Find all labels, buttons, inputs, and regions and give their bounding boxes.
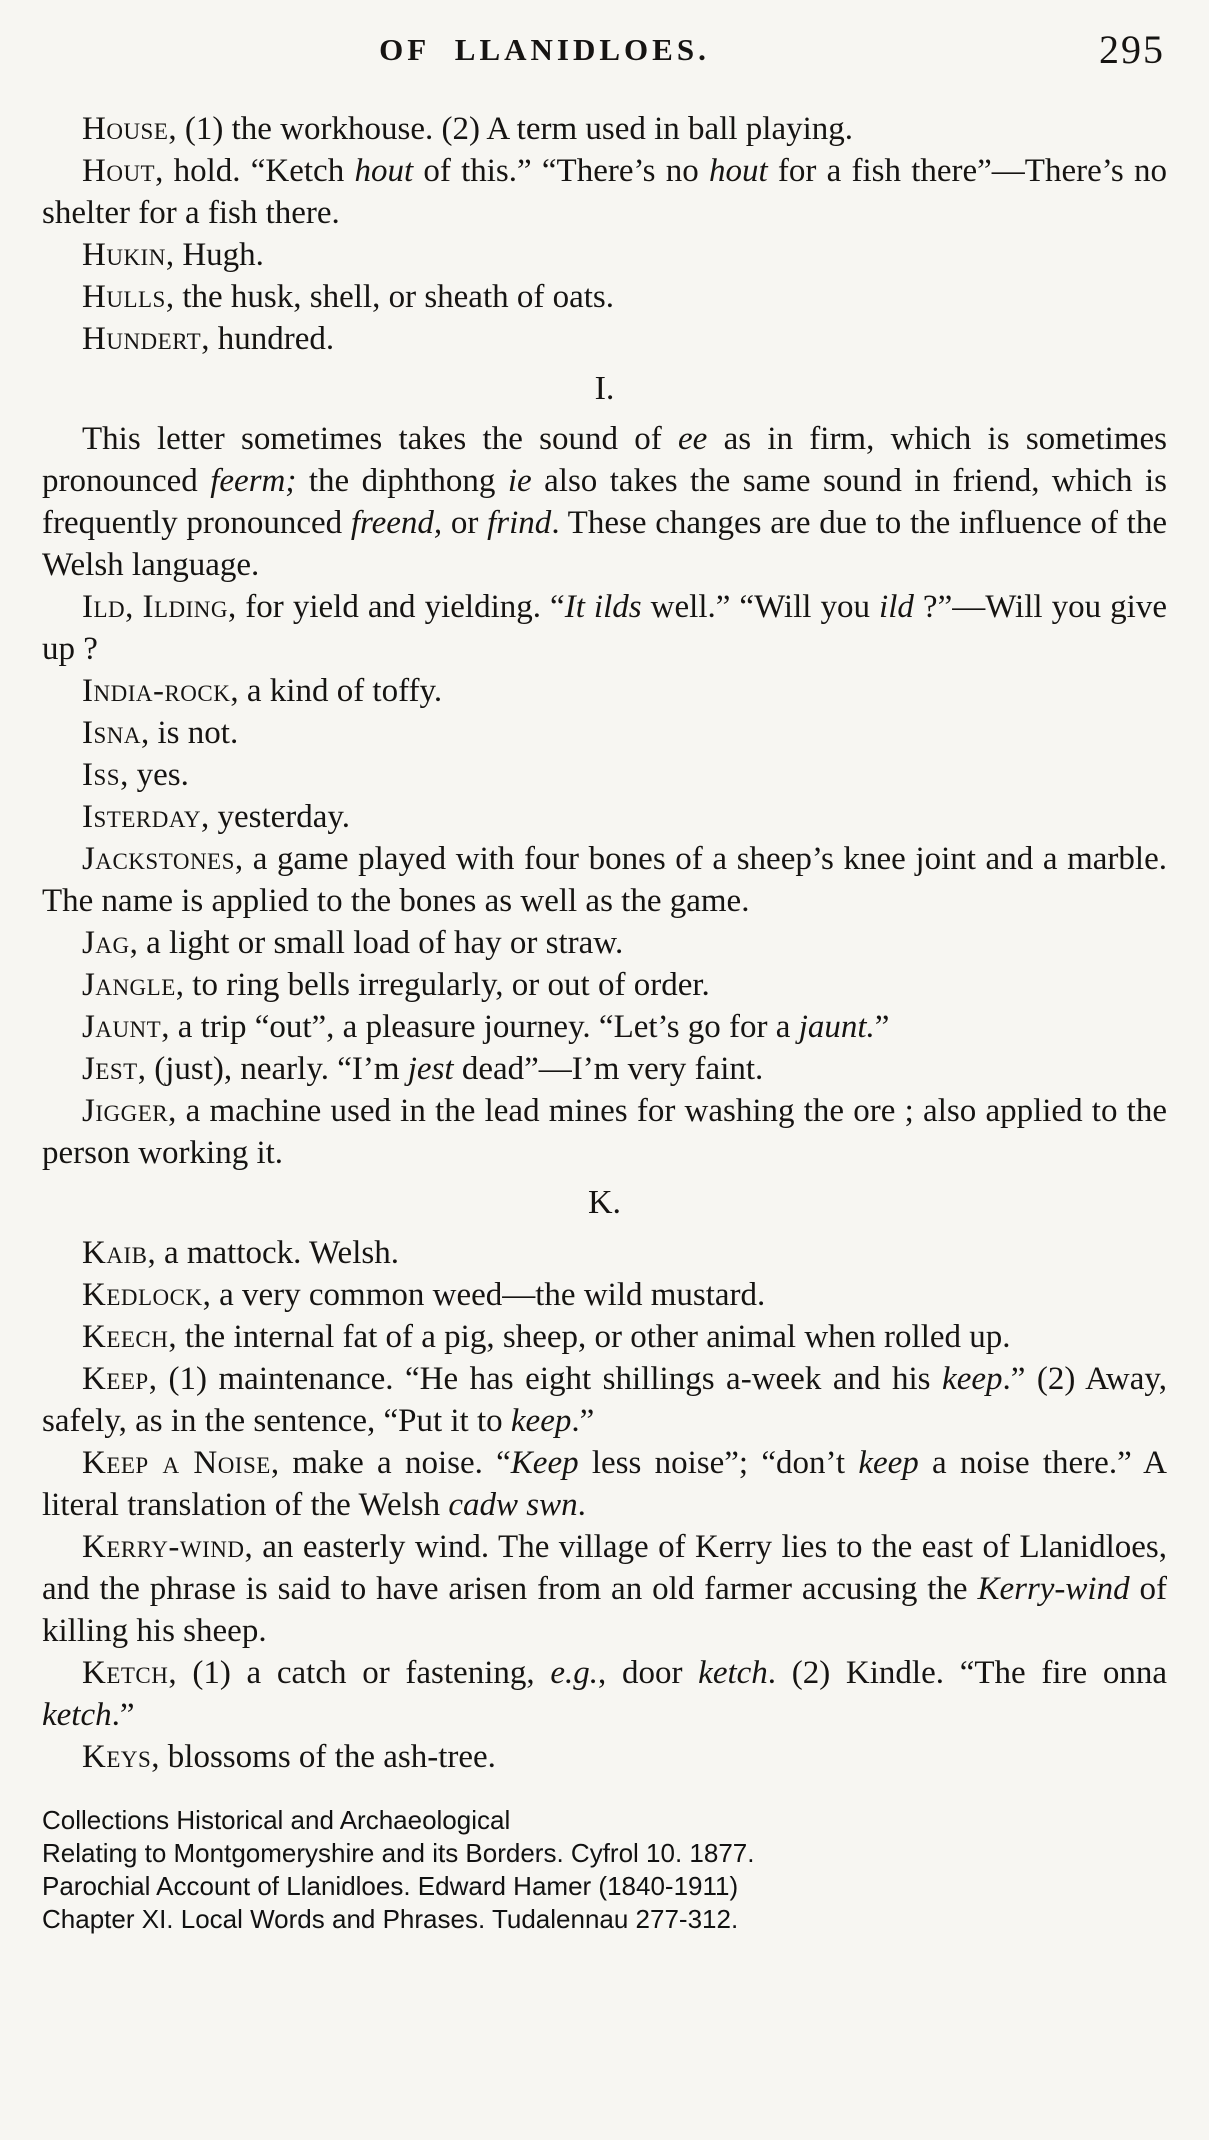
text: , a mattock. Welsh. <box>147 1235 399 1271</box>
text: as in firm, which is sometimes pronounced <box>42 421 1167 499</box>
headword: India-rock <box>82 673 231 709</box>
glossary-entry <box>42 1274 1167 1316</box>
glossary-entry <box>42 586 1167 670</box>
section-heading: I. <box>594 370 615 407</box>
text: of this.” “There’s no <box>413 153 709 189</box>
glossary-entry <box>42 1006 1167 1048</box>
glossary-entry <box>42 922 1167 964</box>
text: , <box>125 589 143 625</box>
headword: Isterday <box>82 799 201 835</box>
italic-text: hout <box>354 153 414 189</box>
glossary-entry <box>42 1526 1167 1652</box>
text: . <box>577 1487 586 1523</box>
text: , is not. <box>141 715 239 751</box>
italic-text: Keep <box>510 1445 579 1481</box>
text: also takes the same sound in friend, which is frequently pronounced <box>42 463 1168 541</box>
glossary-entry <box>42 1090 1167 1174</box>
headword: Jangle <box>82 967 176 1003</box>
text: , yes. <box>120 757 189 793</box>
text: , blossoms of the ash-tree. <box>151 1739 496 1775</box>
headword: Keys <box>82 1739 152 1775</box>
page-body <box>42 108 1167 1778</box>
italic-text: freend, <box>350 505 443 541</box>
glossary-entry <box>42 1048 1167 1090</box>
text: ” <box>874 1009 890 1045</box>
italic-text: e.g. <box>550 1655 598 1691</box>
citation-line: Chapter XI. Local Words and Phrases. Tudalennau 277-312. <box>42 1904 739 1934</box>
italic-text: keep <box>942 1361 1003 1397</box>
running-title: OF LLANIDLOES. <box>379 32 710 67</box>
headword: Isna <box>82 715 142 751</box>
text: .” <box>111 1697 135 1733</box>
headword: Kedlock <box>82 1277 203 1313</box>
text: ?”—Will you give up ? <box>42 589 1167 667</box>
headword: Ilding <box>142 589 228 625</box>
page-number: 295 <box>1099 27 1165 72</box>
italic-text: cadw swn <box>448 1487 578 1523</box>
headword: Jaunt <box>82 1009 162 1045</box>
text: . (2) Kindle. “The fire onna <box>767 1655 1168 1691</box>
text: , the internal fat of a pig, sheep, or other animal when rolled up. <box>168 1319 1011 1355</box>
text: This letter sometimes takes the sound of <box>82 421 678 457</box>
glossary-entry <box>42 1358 1167 1442</box>
italic-text: It ilds <box>564 589 642 625</box>
glossary-entry <box>42 1316 1167 1358</box>
text: , for yield and yielding. “ <box>228 589 565 625</box>
text: of killing his sheep. <box>42 1571 1167 1649</box>
glossary-entry <box>42 754 1167 796</box>
headword: Kerry-wind <box>82 1529 245 1565</box>
glossary-entry <box>42 670 1167 712</box>
glossary-entry <box>42 1736 1167 1778</box>
text: . These changes are due to the influence of the Welsh language. <box>42 505 1167 583</box>
text: the diphthong <box>296 463 508 499</box>
headword: Keech <box>82 1319 169 1355</box>
section-heading: K. <box>587 1184 622 1221</box>
text: , hold. “Ketch <box>155 153 355 189</box>
text: , a kind of toffy. <box>230 673 443 709</box>
headword: Hulls <box>82 279 166 315</box>
text: , a very common weed—the wild mustard. <box>202 1277 766 1313</box>
headword: Jag <box>82 925 130 961</box>
headword: Hukin <box>82 237 166 273</box>
text: dead”—I’m very faint. <box>453 1051 764 1087</box>
glossary-entry <box>42 318 1167 360</box>
page-header <box>42 26 1167 82</box>
text: , yesterday. <box>200 799 351 835</box>
text: , door <box>598 1655 699 1691</box>
headword: Jigger <box>82 1093 169 1129</box>
headword: Ketch <box>82 1655 169 1691</box>
italic-text: hout <box>708 153 768 189</box>
headword: Keep a Noise <box>82 1445 271 1481</box>
glossary-entry <box>42 1232 1167 1274</box>
text: , the husk, shell, or sheath of oats. <box>165 279 615 315</box>
text: , a game played with four bones of a sheep’s knee joint and a marble. The name is applied to the bones as well as the game. <box>42 841 1167 919</box>
italic-text: ketch <box>42 1697 112 1733</box>
text: less noise”; “don’t <box>578 1445 859 1481</box>
glossary-entry <box>42 234 1167 276</box>
text: .” <box>571 1403 595 1439</box>
italic-text: frind <box>487 505 552 541</box>
text: , (just), nearly. “I’m <box>137 1051 408 1087</box>
italic-text: keep <box>858 1445 919 1481</box>
text: , an easterly wind. The village of Kerry lies to the east of Llanidloes, and the phrase is said to have arisen from an old farmer accusing the <box>42 1529 1167 1607</box>
italic-text: keep <box>510 1403 572 1439</box>
headword: Kaib <box>82 1235 148 1271</box>
italic-text: ild <box>879 589 914 625</box>
text: , a machine used in the lead mines for washing the ore ; also applied to the person working it. <box>42 1093 1167 1171</box>
headword: Jest <box>82 1051 138 1087</box>
glossary-entry <box>42 150 1167 234</box>
glossary-entry <box>42 1652 1167 1736</box>
text: for a fish there”—There’s no shelter for a fish there. <box>42 153 1168 231</box>
text: , hundred. <box>201 321 335 357</box>
headword: Hundert <box>82 321 202 357</box>
citation-line: Collections Historical and Archaeological <box>42 1805 511 1835</box>
text: , (1) a catch or fastening, <box>168 1655 551 1691</box>
italic-text: jaunt. <box>798 1009 875 1045</box>
glossary-entry <box>42 1442 1167 1526</box>
glossary-entry <box>42 276 1167 318</box>
italic-text: ie <box>507 463 532 499</box>
text: , (1) maintenance. “He has eight shillings a-week and his <box>148 1361 943 1397</box>
headword: Hout <box>82 153 156 189</box>
text: , to ring bells irregularly, or out of order. <box>175 967 710 1003</box>
paragraph <box>42 418 1167 586</box>
italic-text: jest <box>407 1051 454 1087</box>
italic-text: ee <box>678 421 708 457</box>
headword: Jackstones <box>82 841 235 877</box>
headword: Keep <box>82 1361 149 1397</box>
glossary-entry <box>42 712 1167 754</box>
citation-line: Relating to Montgomeryshire and its Borders. Cyfrol 10. 1877. <box>42 1838 755 1868</box>
glossary-entry <box>42 838 1167 922</box>
text: , a trip “out”, a pleasure journey. “Let’s go for a <box>161 1009 799 1045</box>
citation-line: Parochial Account of Llanidloes. Edward Hamer (1840-1911) <box>42 1871 739 1901</box>
italic-text: feerm; <box>210 463 297 499</box>
text: , Hugh. <box>165 237 264 273</box>
text: well.” “Will you <box>641 589 880 625</box>
glossary-entry <box>42 108 1167 150</box>
italic-text: Kerry-wind <box>977 1571 1130 1607</box>
text: , a light or small load of hay or straw. <box>129 925 624 961</box>
text: .” (2) Away, safely, as in the sentence, “Put it to <box>42 1361 1167 1439</box>
text: , (1) the workhouse. (2) A term used in ball playing. <box>168 111 854 147</box>
headword: Iss <box>82 757 121 793</box>
page-footer <box>42 1804 1167 1936</box>
text: or <box>442 505 488 541</box>
headword: Ild <box>82 589 126 625</box>
glossary-entry <box>42 964 1167 1006</box>
italic-text: ketch <box>698 1655 768 1691</box>
text: , make a noise. “ <box>270 1445 511 1481</box>
glossary-entry <box>42 796 1167 838</box>
text: a noise there.” A literal translation of the Welsh <box>42 1445 1167 1523</box>
headword: House <box>82 111 169 147</box>
